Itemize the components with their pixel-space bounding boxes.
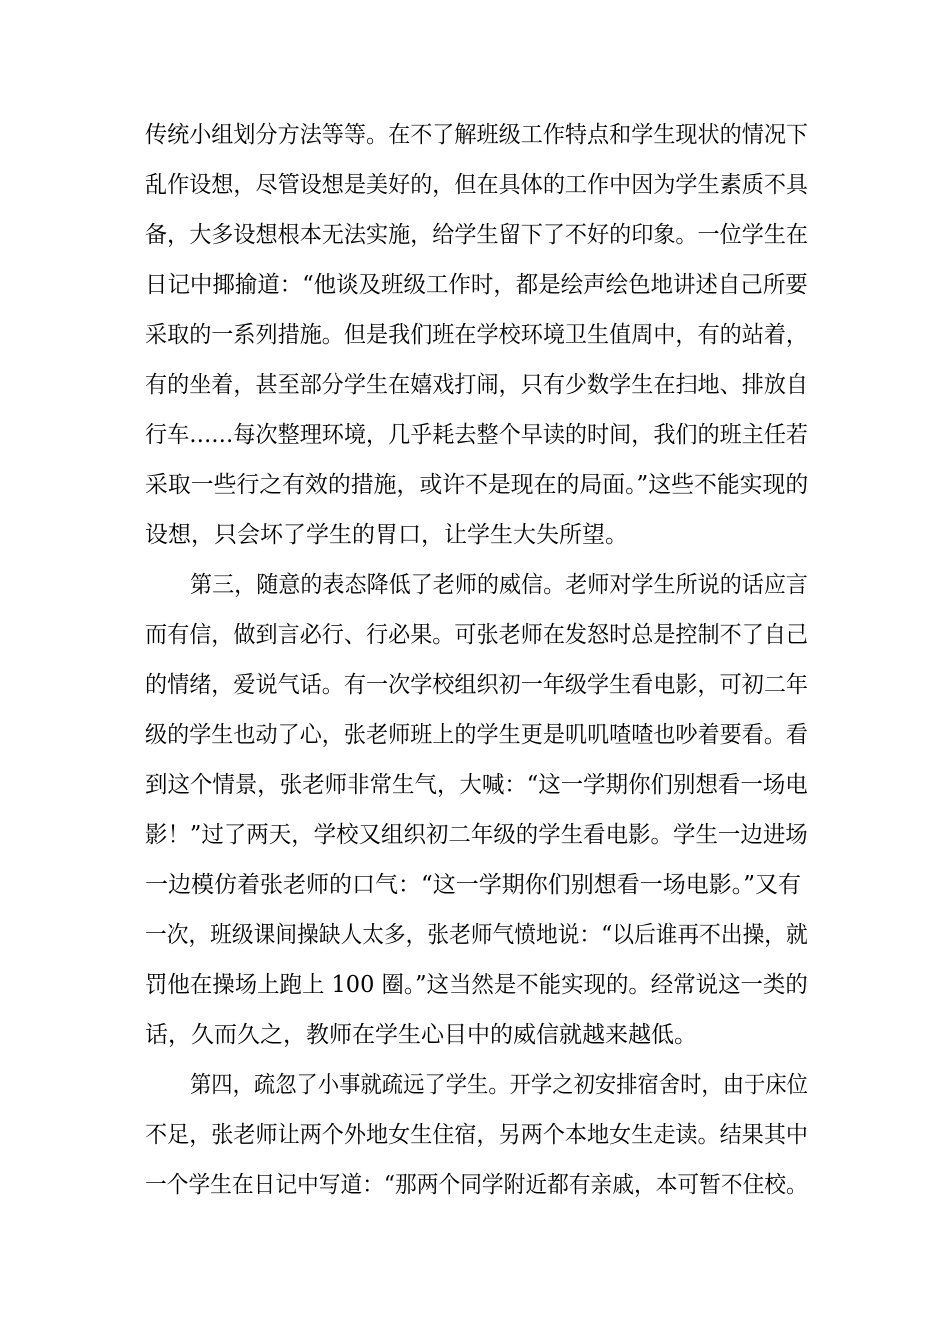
line-text: 不足，张老师让两个外地女生住宿，另两个本地女生走读。结果其中	[145, 1122, 809, 1148]
line-text: 有的坐着，甚至部分学生在嬉戏打闹，只有少数学生在扫地、排放自	[145, 372, 809, 398]
line-text: 话，久而久之，教师在学生心目中的威信就越来越低。	[145, 1022, 697, 1048]
text-line	[0, 1065, 950, 1105]
line-text: 而有信，做到言必行、行必果。可张老师在发怒时总是控制不了自己	[145, 622, 809, 648]
line-text: 一边模仿着张老师的口气：“这一学期你们别想看一场电影。”又有	[145, 872, 802, 898]
text-line	[0, 565, 950, 605]
text-line	[0, 1015, 950, 1055]
line-text: 行车……每次整理环境，几乎耗去整个早读的时间，我们的班主任若	[145, 422, 809, 448]
text-line	[0, 665, 950, 705]
line-text: 第四，疏忽了小事就疏远了学生。开学之初安排宿舍时，由于床位	[190, 1072, 808, 1098]
text-line	[0, 365, 950, 405]
line-text: 一次，班级课间操缺人太多，张老师气愤地说：“以后谁再不出操，就	[145, 922, 808, 948]
line-text: 日记中揶揄道：“他谈及班级工作时，都是绘声绘色地讲述自己所要	[145, 272, 808, 298]
line-text: 采取的一系列措施。但是我们班在学校环境卫生值周中，有的站着，	[145, 322, 809, 348]
text-line	[0, 1115, 950, 1155]
text-line	[0, 865, 950, 905]
line-text: 影！”过了两天，学校又组织初二年级的学生看电影。学生一边进场	[145, 822, 808, 848]
text-line	[0, 815, 950, 855]
line-text: 传统小组划分方法等等。在不了解班级工作特点和学生现状的情况下	[145, 122, 809, 148]
text-line	[0, 165, 950, 205]
line-text: 备，大多设想根本无法实施，给学生留下了不好的印象。一位学生在	[145, 222, 809, 248]
text-line	[0, 315, 950, 355]
text-line	[0, 615, 950, 655]
text-line	[0, 265, 950, 305]
text-line	[0, 915, 950, 955]
text-line	[0, 965, 950, 1005]
text-line	[0, 215, 950, 255]
line-text: 的情绪，爱说气话。有一次学校组织初一年级学生看电影，可初二年	[145, 672, 809, 698]
line-text: 乱作设想，尽管设想是美好的，但在具体的工作中因为学生素质不具	[145, 172, 809, 198]
line-text: 一个学生在日记中写道：“那两个同学附近都有亲戚，本可暂不住校。	[145, 1172, 808, 1198]
text-line	[0, 465, 950, 505]
line-text: 采取一些行之有效的措施，或许不是现在的局面。”这些不能实现的	[145, 472, 809, 498]
line-text: 设想，只会坏了学生的胃口，让学生大失所望。	[145, 522, 628, 548]
line-text: 罚他在操场上跑上 100 圈。”这当然是不能实现的。经常说这一类的	[145, 972, 808, 998]
text-line	[0, 715, 950, 755]
text-line	[0, 115, 950, 155]
text-line	[0, 415, 950, 455]
line-text: 到这个情景，张老师非常生气，大喊：“这一学期你们别想看一场电	[145, 772, 808, 798]
text-line	[0, 1165, 950, 1205]
text-line	[0, 515, 950, 555]
text-line	[0, 765, 950, 805]
line-text: 第三，随意的表态降低了老师的威信。老师对学生所说的话应言	[190, 572, 808, 598]
line-text: 级的学生也动了心，张老师班上的学生更是叽叽喳喳也吵着要看。看	[145, 722, 809, 748]
